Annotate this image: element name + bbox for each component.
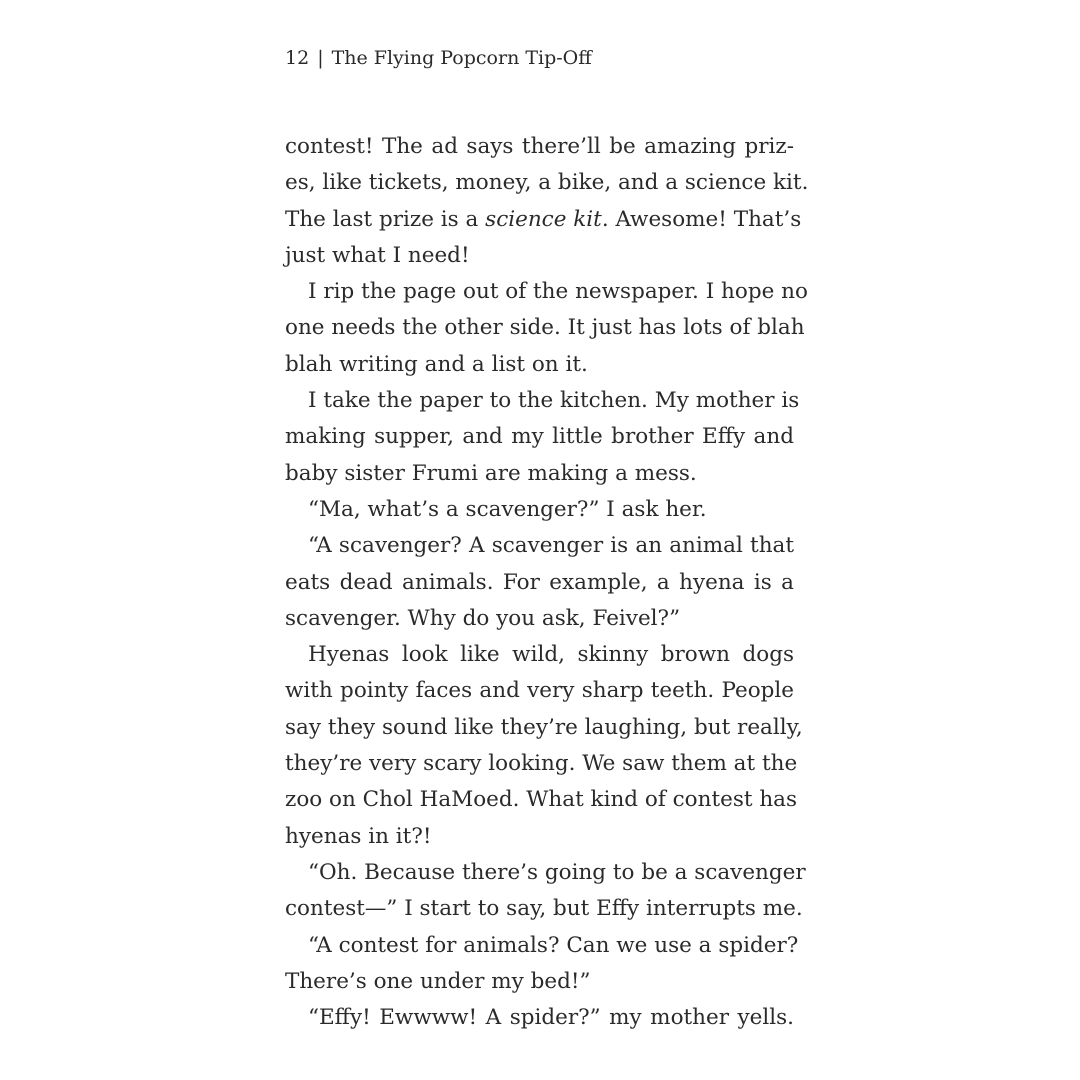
text-line: baby sister Frumi are making a mess. (285, 460, 697, 486)
text-line: “Oh. Because there’s going to be a scavenger (308, 859, 806, 885)
text-line: blah writing and a list on it. (285, 351, 588, 377)
text-line: one needs the other side. It just has lots of blah (285, 315, 805, 341)
text-line: “Effy! Ewwww! A spider?” my mother yells. (308, 1005, 794, 1031)
running-header (285, 44, 592, 72)
text-line: Hyenas look like wild, skinny brown dogs (308, 642, 794, 668)
text-line: I rip the page out of the newspaper. I hope no (308, 279, 808, 305)
text-segment: The last prize is a (285, 206, 486, 232)
header-separator: | (317, 47, 324, 69)
text-line: they’re very scary looking. We saw them at the (285, 751, 798, 777)
text-line: making supper, and my little brother Effy and (285, 424, 794, 450)
text-line: hyenas in it?! (285, 823, 432, 849)
text-line: with pointy faces and very sharp teeth. People (285, 678, 794, 704)
text-line: just what I need! (285, 242, 470, 268)
text-line: contest! The ad says there’ll be amazing priz- (285, 134, 794, 159)
text-line: “A contest for animals? Can we use a spider? (308, 932, 799, 958)
text-line: “A scavenger? A scavenger is an animal that (308, 533, 794, 559)
text-line: es, like tickets, money, a bike, and a science kit. (285, 170, 809, 196)
text-line: scavenger. Why do you ask, Feivel?” (285, 605, 681, 631)
text-line: There’s one under my bed!” (285, 968, 591, 994)
text-line: zoo on Chol HaMoed. What kind of contest has (285, 787, 798, 813)
text-line: I take the paper to the kitchen. My mother is (308, 388, 800, 414)
text-line: “Ma, what’s a scavenger?” I ask her. (308, 496, 707, 522)
book-title: The Flying Popcorn Tip-Off (331, 47, 592, 69)
text-segment: . Awesome! That’s (601, 206, 802, 232)
text-line: eats dead animals. For example, a hyena is a (285, 569, 794, 595)
page-number: 12 (285, 47, 310, 69)
italic-phrase: science kit (485, 206, 602, 232)
body-text (285, 129, 809, 1036)
text-line: contest—” I start to say, but Effy interrupts me. (285, 896, 803, 922)
text-line: say they sound like they’re laughing, but really, (285, 714, 803, 740)
text-line (285, 202, 802, 238)
